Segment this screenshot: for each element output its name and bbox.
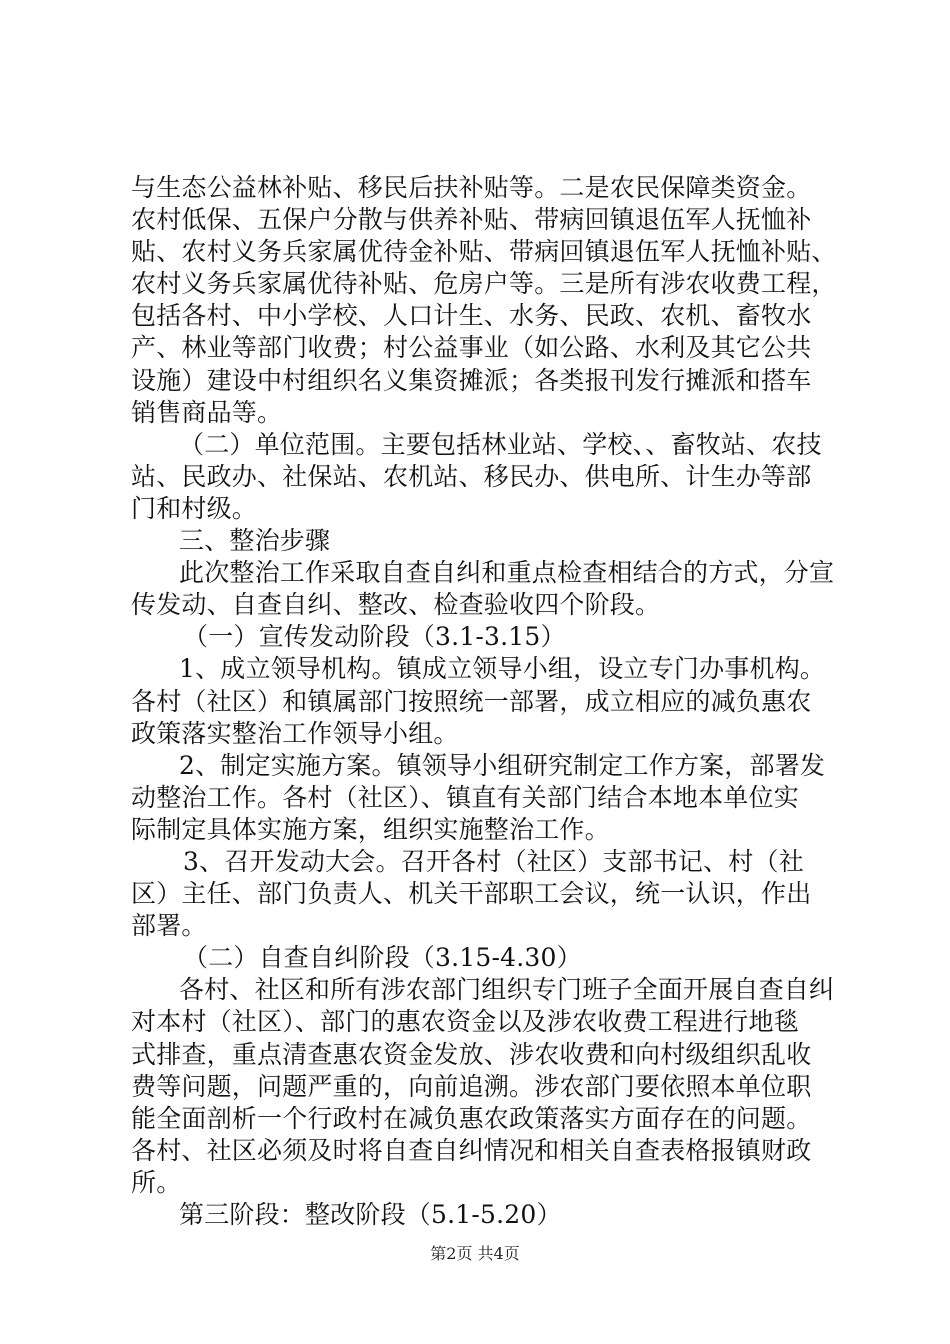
section-heading: 三、整治步骤 [179, 526, 331, 556]
text-line: 所。 [131, 1167, 182, 1197]
text-line: 贴、农村义务兵家属优待金补贴、带病回镇退伍军人抚恤补贴、 [131, 237, 837, 267]
text-line: 部署。 [131, 911, 207, 941]
page-number-footer: 第2页 共4页 [430, 1244, 520, 1263]
text-line: 各村、社区必须及时将自查自纠情况和相关自查表格报镇财政 [131, 1135, 812, 1165]
text-line: 能全面剖析一个行政村在减负惠农政策落实方面存在的问题。 [131, 1103, 812, 1133]
text-line: 农村义务兵家属优待补贴、危房户等。三是所有涉农收费工程， [131, 269, 837, 299]
paragraph-start-line: （二）单位范围。主要包括林业站、学校、、畜牧站、农技 [179, 429, 822, 459]
text-line: 动整治工作。各村（社区）、镇直有关部门结合本地本单位实 [131, 782, 799, 812]
text-line: 农村低保、五保户分散与供养补贴、带病回镇退伍军人抚恤补 [131, 205, 812, 235]
text-line: 传发动、自查自纠、整改、检查验收四个阶段。 [131, 590, 661, 620]
text-line: 站、民政办、社保站、农机站、移民办、供电所、计生办等部 [131, 461, 812, 491]
text-line: 际制定具体实施方案，组织实施整治工作。 [131, 814, 610, 844]
text-line: 费等问题，问题严重的，向前追溯。涉农部门要依照本单位职 [131, 1071, 812, 1101]
paragraph-start-line: 此次整治工作采取自查自纠和重点检查相结合的方式，分宣 [179, 558, 835, 588]
subsection-heading: 第三阶段：整改阶段（5.1-5.20） [179, 1200, 562, 1229]
text-line: 门和村级。 [131, 493, 258, 523]
paragraph-start-line: 1、成立领导机构。镇成立领导小组，设立专门办事机构。 [179, 654, 826, 684]
text-line: 式排查，重点清查惠农资金发放、涉农收费和向村级组织乱收 [131, 1039, 812, 1069]
text-line: 设施）建设中村组织名义集资摊派；各类报刊发行摊派和搭车 [131, 365, 812, 395]
text-line: 包括各村、中小学校、人口计生、水务、民政、农机、畜牧水 [131, 301, 812, 331]
text-line: 各村（社区）和镇属部门按照统一部署，成立相应的减负惠农 [131, 686, 812, 716]
paragraph-start-line: 各村、社区和所有涉农部门组织专门班子全面开展自查自纠 [179, 975, 835, 1005]
text-line: 与生态公益林补贴、移民后扶补贴等。二是农民保障类资金。 [131, 173, 812, 202]
document-body [131, 172, 841, 1231]
paragraph-start-line: 3、召开发动大会。召开各村（社区）支部书记、村（社 [183, 846, 804, 876]
text-line: 对本村（社区）、部门的惠农资金以及涉农收费工程进行地毯 [131, 1007, 799, 1037]
subsection-heading: （一）宣传发动阶段（3.1-3.15） [183, 622, 566, 652]
text-line: 销售商品等。 [131, 397, 283, 427]
text-line: 政策落实整治工作领导小组。 [131, 718, 459, 748]
subsection-heading: （二）自查自纠阶段（3.15-4.30） [183, 943, 582, 973]
text-line: 区）主任、部门负责人、机关干部职工会议，统一认识，作出 [131, 879, 812, 909]
text-line: 产、林业等部门收费；村公益事业（如公路、水利及其它公共 [131, 333, 812, 363]
paragraph-start-line: 2、制定实施方案。镇领导小组研究制定工作方案，部署发 [179, 750, 826, 780]
